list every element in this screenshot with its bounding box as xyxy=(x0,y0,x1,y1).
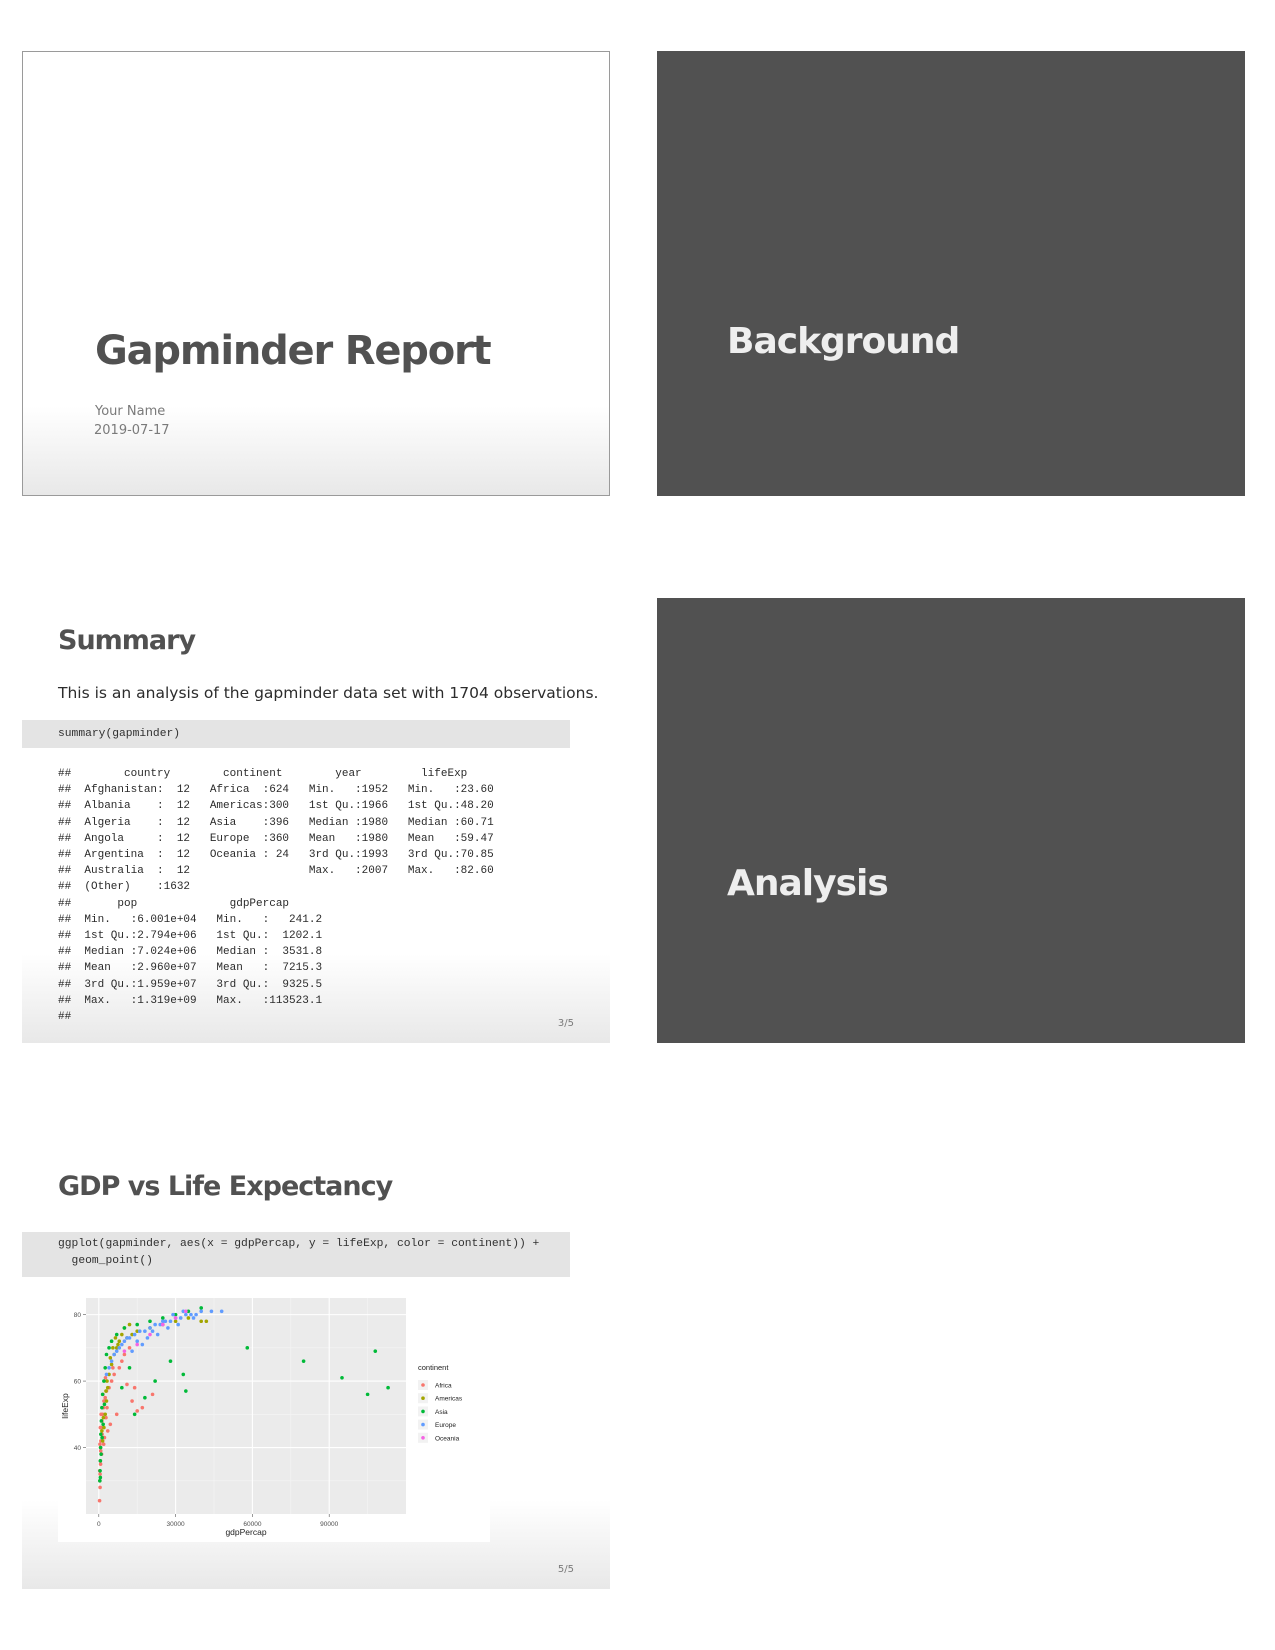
data-point-africa xyxy=(141,1406,145,1410)
data-point-europe xyxy=(107,1366,111,1370)
data-point-asia xyxy=(366,1393,370,1397)
data-point-americas xyxy=(102,1426,106,1430)
data-point-asia xyxy=(101,1422,105,1426)
data-point-africa xyxy=(151,1393,155,1397)
data-point-oceania xyxy=(123,1349,127,1353)
legend-title: continent xyxy=(418,1363,449,1372)
data-point-asia xyxy=(99,1459,103,1463)
data-point-europe xyxy=(199,1309,203,1313)
data-point-africa xyxy=(105,1406,109,1410)
data-point-americas xyxy=(105,1399,109,1403)
data-point-asia xyxy=(153,1379,157,1383)
data-point-europe xyxy=(156,1333,160,1337)
legend-label: Oceania xyxy=(435,1435,460,1443)
data-point-africa xyxy=(135,1409,139,1413)
data-point-americas xyxy=(187,1316,191,1320)
scatter-plot xyxy=(58,1292,490,1542)
data-point-africa xyxy=(98,1472,102,1476)
data-point-americas xyxy=(100,1429,104,1433)
data-point-asia xyxy=(115,1333,119,1337)
data-point-africa xyxy=(106,1429,110,1433)
data-point-europe xyxy=(153,1323,157,1327)
data-point-americas xyxy=(116,1343,120,1347)
data-point-americas xyxy=(104,1389,108,1393)
data-point-africa xyxy=(98,1486,102,1490)
data-point-asia xyxy=(102,1379,106,1383)
data-point-europe xyxy=(110,1359,114,1363)
data-point-asia xyxy=(100,1436,104,1440)
data-point-asia xyxy=(107,1346,111,1350)
data-point-americas xyxy=(111,1346,115,1350)
data-point-asia xyxy=(161,1316,165,1320)
data-point-africa xyxy=(123,1353,127,1357)
data-point-americas xyxy=(117,1339,121,1343)
data-point-europe xyxy=(184,1313,188,1317)
x-axis-title: gdpPercap xyxy=(225,1527,267,1537)
y-tick-label: 40 xyxy=(73,1444,81,1452)
data-point-asia xyxy=(123,1326,127,1330)
data-point-asia xyxy=(128,1366,132,1370)
x-tick-label: 0 xyxy=(96,1521,101,1528)
code-output: ## country continent year lifeExp ## Afghanistan: 12 Africa :624 Min. :1952 Min. :23.60 ## Albania : 12 Americas:300 1st Qu.:1966 1st Qu.:48.20 ## Algeria : 12 Asia :396 Median :1980 Median :60.71 ## Angola : 12 Europe :360 Mean :1980 Mean :59.47 ## Argentina : 12 Oceania : 24 3rd Qu.:1993 3rd Qu.:70.85 ## Australia : 12 Max. :2007 Max. :82.60 ## (Other) :1632 ## pop gdpPercap ## Min. :6.001e+04 Min. : 241.2 ## 1st Qu.:2.794e+06 1st Qu.: 1202.1 ## Median :7.024e+06 Median : 3531.8 ## Mean :2.960e+07 Mean : 7215.3 ## 3rd Qu.:1.959e+07 3rd Qu.: 9325.5 ## Max. :1.319e+09 Max. :113523.1 ## xyxy=(58,768,494,1024)
data-point-asia xyxy=(302,1359,306,1363)
legend-label: Americas xyxy=(435,1395,463,1403)
data-point-asia xyxy=(169,1359,173,1363)
data-point-europe xyxy=(176,1323,180,1327)
section-title-background: Background xyxy=(727,321,960,362)
slide-heading-gdp: GDP vs Life Expectancy xyxy=(58,1171,393,1202)
slide-analysis xyxy=(657,598,1245,1043)
data-point-europe xyxy=(123,1339,127,1343)
slide-summary xyxy=(22,598,610,1043)
slide-gdp xyxy=(22,1144,610,1589)
data-point-europe xyxy=(210,1309,214,1313)
data-point-africa xyxy=(125,1383,129,1387)
plot-panel xyxy=(86,1298,406,1514)
data-point-asia xyxy=(373,1349,377,1353)
data-point-europe xyxy=(141,1343,145,1347)
author-name: Your Name xyxy=(95,404,166,419)
data-point-oceania xyxy=(148,1333,152,1337)
legend-swatch-americas xyxy=(421,1396,425,1400)
code-block xyxy=(22,720,570,748)
data-point-africa xyxy=(111,1366,115,1370)
data-point-oceania xyxy=(184,1309,188,1313)
data-point-asia xyxy=(101,1393,105,1397)
data-point-asia xyxy=(100,1419,104,1423)
data-point-africa xyxy=(115,1413,119,1417)
data-point-africa xyxy=(120,1359,124,1363)
data-point-asia xyxy=(386,1386,390,1390)
data-point-africa xyxy=(103,1396,107,1400)
report-date: 2019-07-17 xyxy=(94,423,170,438)
data-point-europe xyxy=(105,1373,109,1377)
data-point-asia xyxy=(99,1446,103,1450)
data-point-americas xyxy=(110,1363,114,1367)
data-point-asia xyxy=(135,1323,139,1327)
data-point-asia xyxy=(99,1476,103,1480)
data-point-africa xyxy=(133,1386,137,1390)
data-point-americas xyxy=(199,1319,203,1323)
data-point-africa xyxy=(98,1442,102,1446)
x-tick-label: 60000 xyxy=(243,1521,262,1528)
data-point-europe xyxy=(189,1313,193,1317)
data-point-americas xyxy=(103,1413,107,1417)
data-point-europe xyxy=(148,1326,152,1330)
legend-swatch-asia xyxy=(421,1410,425,1414)
data-point-oceania xyxy=(174,1316,178,1320)
code-text: summary(gapminder) xyxy=(58,728,181,740)
data-point-asia xyxy=(143,1396,147,1400)
data-point-africa xyxy=(99,1426,103,1430)
x-tick-label: 90000 xyxy=(320,1521,339,1528)
code-text: ggplot(gapminder, aes(x = gdpPercap, y = lifeExp, color = continent)) + geom_point() xyxy=(58,1238,540,1267)
summary-paragraph: This is an analysis of the gapminder data set with 1704 observations. xyxy=(58,684,599,702)
data-point-africa xyxy=(109,1422,113,1426)
data-point-africa xyxy=(112,1373,116,1377)
data-point-asia xyxy=(98,1469,102,1473)
data-point-asia xyxy=(184,1389,188,1393)
legend-swatch-oceania xyxy=(421,1436,425,1440)
data-point-americas xyxy=(174,1319,178,1323)
data-point-americas xyxy=(120,1333,124,1337)
data-point-europe xyxy=(133,1333,137,1337)
scatter-plot-svg xyxy=(58,1292,490,1542)
data-point-africa xyxy=(99,1413,103,1417)
data-point-asia xyxy=(103,1403,107,1407)
data-point-asia xyxy=(245,1346,249,1350)
data-point-africa xyxy=(110,1379,114,1383)
data-point-asia xyxy=(199,1306,203,1310)
data-point-asia xyxy=(181,1373,185,1377)
data-point-americas xyxy=(106,1386,110,1390)
data-point-europe xyxy=(166,1326,170,1330)
data-point-europe xyxy=(112,1353,116,1357)
data-point-africa xyxy=(99,1449,103,1453)
data-point-africa xyxy=(128,1346,132,1350)
data-point-europe xyxy=(120,1343,124,1347)
code-block xyxy=(22,1232,570,1277)
data-point-africa xyxy=(98,1499,102,1503)
data-point-europe xyxy=(161,1319,165,1323)
data-point-africa xyxy=(104,1376,108,1380)
data-point-asia xyxy=(100,1406,104,1410)
report-title: Gapminder Report xyxy=(95,328,491,374)
legend-label: Africa xyxy=(435,1382,452,1390)
data-point-americas xyxy=(109,1356,113,1360)
data-point-europe xyxy=(128,1336,132,1340)
data-point-asia xyxy=(103,1366,107,1370)
data-point-africa xyxy=(99,1462,103,1466)
page-number: 5/5 xyxy=(557,1564,574,1575)
legend-label: Europe xyxy=(435,1422,456,1430)
data-point-asia xyxy=(148,1319,152,1323)
data-point-europe xyxy=(115,1349,119,1353)
page-number: 3/5 xyxy=(557,1018,574,1029)
data-point-americas xyxy=(101,1439,105,1443)
data-point-americas xyxy=(105,1379,109,1383)
data-point-asia xyxy=(110,1339,114,1343)
slide-title xyxy=(22,51,610,496)
slide-heading-summary: Summary xyxy=(58,625,196,656)
data-point-europe xyxy=(151,1329,155,1333)
slide-background xyxy=(657,51,1245,496)
data-point-americas xyxy=(114,1336,118,1340)
data-point-europe xyxy=(179,1316,183,1320)
data-point-americas xyxy=(205,1319,209,1323)
data-point-africa xyxy=(130,1399,134,1403)
data-point-americas xyxy=(102,1416,106,1420)
legend-swatch-europe xyxy=(421,1423,425,1427)
data-point-europe xyxy=(192,1316,196,1320)
data-point-asia xyxy=(98,1479,102,1483)
data-point-africa xyxy=(117,1366,121,1370)
x-tick-label: 30000 xyxy=(166,1521,185,1528)
data-point-asia xyxy=(99,1452,103,1456)
section-title-analysis: Analysis xyxy=(727,863,888,904)
data-point-asia xyxy=(133,1413,137,1417)
data-point-americas xyxy=(128,1323,132,1327)
legend-label: Asia xyxy=(435,1408,448,1416)
y-axis-title: lifeExp xyxy=(60,1393,70,1419)
data-point-europe xyxy=(171,1313,175,1317)
data-point-oceania xyxy=(161,1323,165,1327)
data-point-asia xyxy=(99,1432,103,1436)
data-point-europe xyxy=(146,1336,150,1340)
legend-swatch-africa xyxy=(421,1383,425,1387)
data-point-africa xyxy=(102,1442,106,1446)
data-point-europe xyxy=(169,1319,173,1323)
data-point-oceania xyxy=(135,1343,139,1347)
data-point-asia xyxy=(340,1376,344,1380)
data-point-europe xyxy=(117,1346,121,1350)
data-point-europe xyxy=(135,1339,139,1343)
data-point-europe xyxy=(220,1309,224,1313)
data-point-europe xyxy=(143,1329,147,1333)
y-tick-label: 80 xyxy=(73,1311,81,1319)
data-point-europe xyxy=(194,1313,198,1317)
data-point-asia xyxy=(105,1353,109,1357)
data-point-europe xyxy=(130,1349,134,1353)
data-point-europe xyxy=(138,1329,142,1333)
data-point-asia xyxy=(120,1386,124,1390)
y-tick-label: 60 xyxy=(73,1378,81,1386)
